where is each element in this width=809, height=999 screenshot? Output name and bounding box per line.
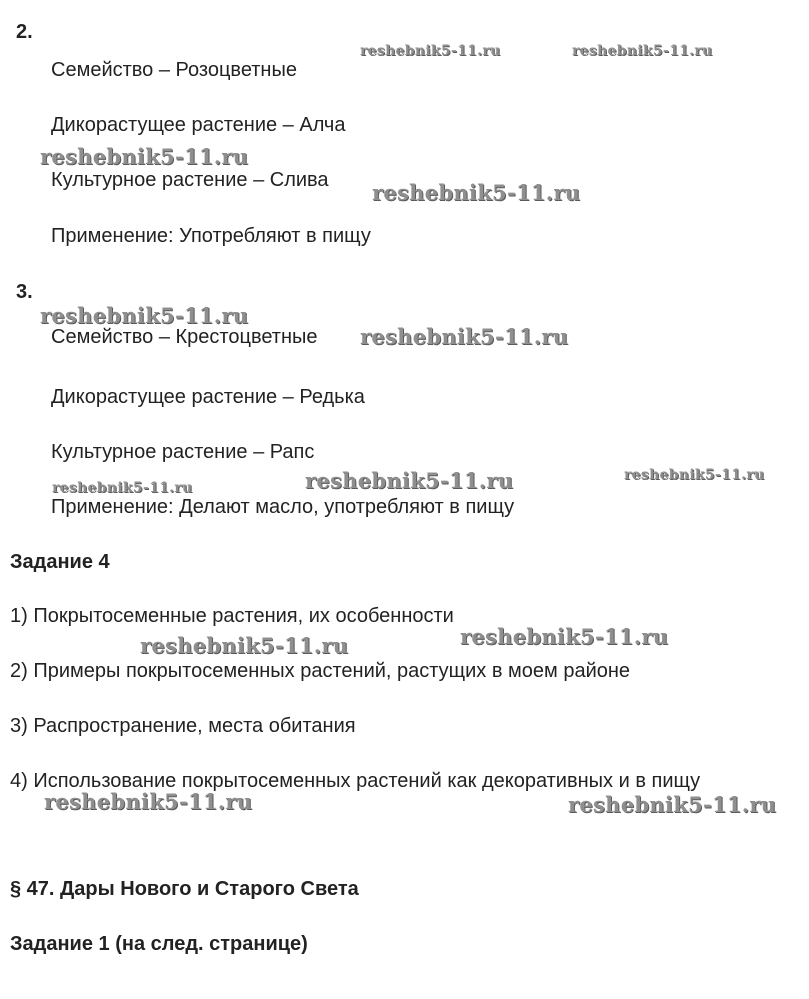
task-4-item-3: 3) Распространение, места обитания (10, 715, 356, 737)
watermark: reshebnik5-11.ru (360, 324, 569, 349)
section-2-cultivated-plant: Культурное растение – Слива (51, 169, 329, 191)
watermark: reshebnik5-11.ru (44, 789, 253, 814)
section-3-family: Семейство – Крестоцветные (51, 326, 318, 348)
section-3-number: 3. (16, 281, 33, 303)
section-3-cultivated-plant: Культурное растение – Рапс (51, 441, 315, 463)
task-4-item-4: 4) Использование покрытосеменных растений как декоративных и в пищу (10, 770, 701, 792)
paragraph-title: § 47. Дары Нового и Старого Света (10, 878, 359, 900)
watermark: reshebnik5-11.ru (305, 468, 514, 493)
task-4-item-1: 1) Покрытосеменные растения, их особенности (10, 605, 454, 627)
task-4-heading: Задание 4 (10, 551, 110, 573)
section-3-wild-plant: Дикорастущее растение – Редька (51, 386, 365, 408)
watermark: reshebnik5-11.ru (572, 43, 713, 59)
section-3-usage: Применение: Делают масло, употребляют в пищу (51, 496, 515, 518)
section-2-number: 2. (16, 21, 33, 43)
watermark: reshebnik5-11.ru (52, 480, 193, 496)
task-1-heading: Задание 1 (на след. странице) (10, 933, 308, 955)
watermark: reshebnik5-11.ru (568, 792, 777, 817)
section-2-family: Семейство – Розоцветные (51, 59, 297, 81)
watermark: reshebnik5-11.ru (140, 633, 349, 658)
watermark: reshebnik5-11.ru (40, 144, 249, 169)
section-2-wild-plant: Дикорастущее растение – Алча (51, 114, 346, 136)
watermark: reshebnik5-11.ru (372, 180, 581, 205)
watermark: reshebnik5-11.ru (40, 303, 249, 328)
watermark: reshebnik5-11.ru (460, 624, 669, 649)
watermark: reshebnik5-11.ru (624, 467, 765, 483)
task-4-item-2: 2) Примеры покрытосеменных растений, растущих в моем районе (10, 660, 631, 682)
watermark: reshebnik5-11.ru (360, 43, 501, 59)
section-2-usage: Применение: Употребляют в пищу (51, 225, 371, 247)
